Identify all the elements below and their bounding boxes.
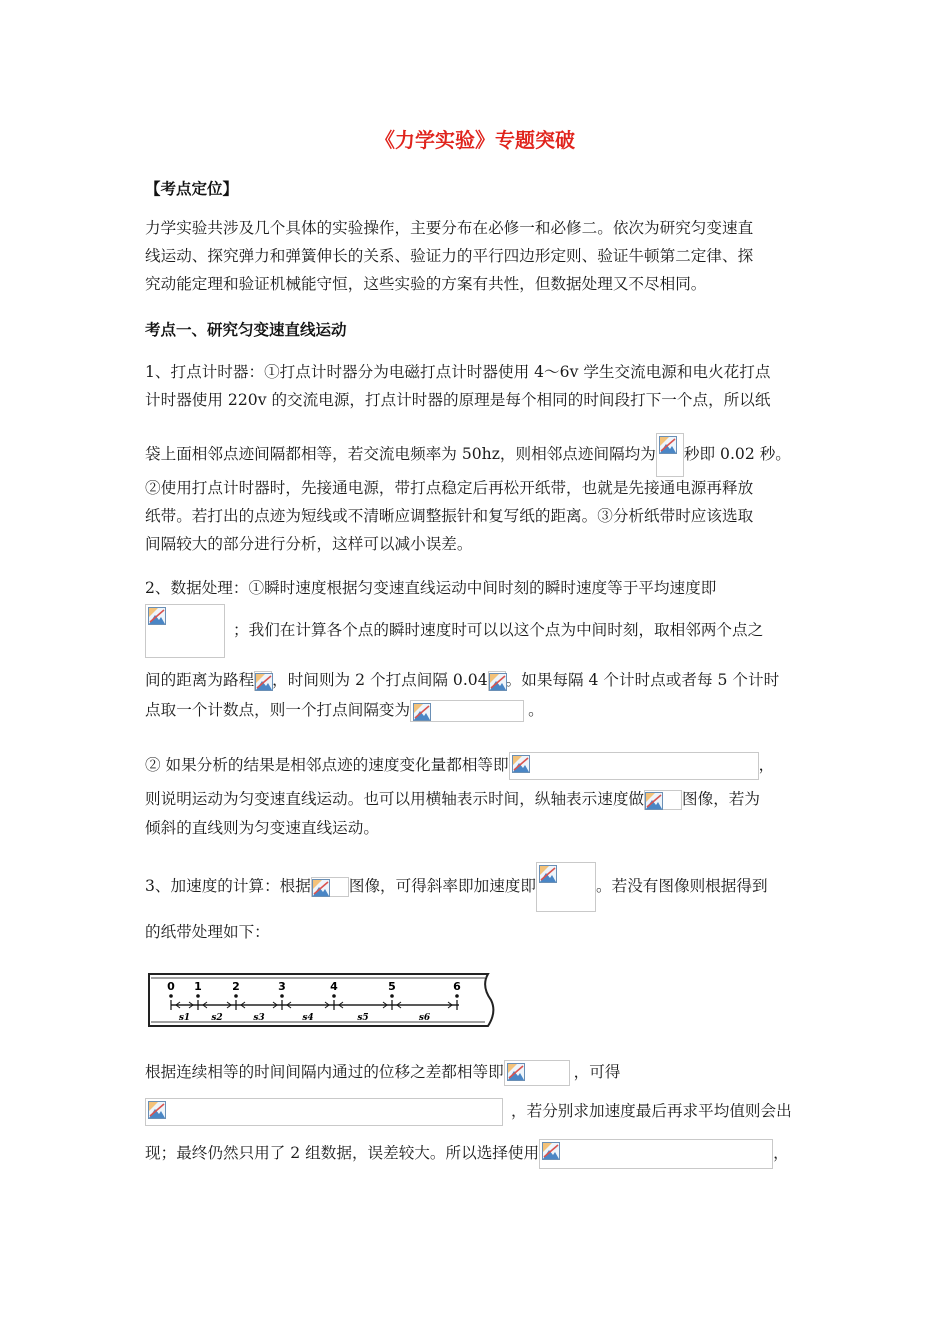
formula-image [410, 700, 524, 722]
tape-dot [455, 994, 459, 998]
tape-segment-label: s3 [253, 1013, 265, 1023]
formula-image [504, 1060, 570, 1086]
tape-point-label: 0 [167, 980, 175, 993]
p1-line-3-text-b: 秒即 0.02 秒。 [683, 445, 791, 463]
paper-tape-diagram [145, 968, 497, 1032]
p2-line-2 [145, 604, 763, 658]
p2-line-3-text-b: ，时间则为 2 个打点间隔 0.04 [272, 671, 488, 689]
p3-line-5 [145, 1139, 789, 1169]
topic-heading: 考点一、研究匀变速直线运动 [145, 321, 347, 339]
tape-dot [196, 994, 200, 998]
p2-line-4 [145, 700, 544, 722]
broken-image-icon [659, 436, 677, 454]
p3-line-3 [145, 1060, 620, 1086]
p3-line-1-text-a: 3、加速度的计算：根据 [145, 877, 311, 895]
formula-image [656, 433, 684, 477]
tape-point-label: 5 [388, 980, 396, 993]
p3-line-2: 的纸带处理如下： [145, 923, 270, 941]
tape-point-label: 1 [194, 980, 202, 993]
p2-line-5 [145, 752, 774, 780]
tape-dot [390, 994, 394, 998]
p2-line-6-text-a: 则说明运动为匀变速直线运动。也可以用横轴表示时间，纵轴表示速度做 [145, 790, 645, 808]
broken-image-icon [148, 607, 166, 625]
formula-image [539, 1139, 773, 1169]
p3-line-1 [145, 862, 768, 912]
intro-line-2: 线运动、探究弹力和弹簧伸长的关系、验证力的平行四边形定则、验证牛顿第二定律、探 [145, 247, 754, 265]
intro-line-3: 究动能定理和验证机械能守恒，这些实验的方案有共性，但数据处理又不尽相同。 [145, 275, 707, 293]
tape-point-label: 4 [330, 980, 338, 993]
p3-line-5-text-b: ， [773, 1144, 789, 1162]
p3-line-1-text-c: 。若没有图像则根据得到 [596, 877, 768, 895]
broken-image-icon [413, 703, 431, 721]
p1-line-2: 计时器使用 220v 的交流电源，打点计时器的原理是每个相同的时间段打下一个点，所以纸 [145, 391, 771, 409]
formula-image [644, 790, 682, 810]
section-heading-position: 【考点定位】 [145, 180, 239, 198]
p1-line-6: 间隔较大的部分进行分析，这样可以减小误差。 [145, 535, 473, 553]
p2-line-3-text-a: 间的距离为路程 [145, 671, 255, 689]
p2-line-6-text-b: 图像，若为 [682, 790, 760, 808]
broken-image-icon [645, 792, 663, 810]
p2-line-4-text-a: 点取一个计数点，则一个打点间隔变为 [145, 701, 411, 719]
p2-line-3 [145, 670, 779, 691]
broken-image-icon [148, 1101, 166, 1119]
p1-line-1: 1、打点计时器：①打点计时器分为电磁打点计时器使用 4～6v 学生交流电源和电火花打点 [145, 363, 771, 381]
p3-line-1-text-b: 图像，可得斜率即加速度即 [348, 877, 536, 895]
broken-image-icon [512, 755, 530, 773]
p1-line-4: ②使用打点计时器时，先接通电源，带打点稳定后再松开纸带，也就是先接通电源再释放 [145, 479, 754, 497]
p3-line-3-text-a: 根据连续相等的时间间隔内通过的位移之差都相等即 [145, 1063, 504, 1081]
formula-image [536, 862, 596, 912]
p2-line-3-text-c: 。如果每隔 4 个计时点或者每 5 个计时 [505, 671, 780, 689]
tape-segment-label: s5 [357, 1013, 369, 1023]
p3-line-3-text-b: ，可得 [573, 1063, 621, 1081]
p2-line-2-text: ；我们在计算各个点的瞬时速度时可以以这个点为中间时刻，取相邻两个点之 [233, 621, 764, 639]
tape-dot [234, 994, 238, 998]
broken-image-icon [542, 1142, 560, 1160]
broken-image-icon [255, 673, 273, 691]
p3-line-5-text-a: 现；最终仍然只用了 2 组数据，误差较大。所以选择使用 [145, 1144, 540, 1162]
formula-image [145, 604, 225, 658]
p2-line-5-text-a: ② 如果分析的结果是相邻点迹的速度变化量都相等即 [145, 756, 509, 774]
tape-dot [169, 994, 173, 998]
tape-dot [332, 994, 336, 998]
tape-point-label: 3 [278, 980, 286, 993]
formula-image [311, 877, 349, 897]
p1-line-5: 纸带。若打出的点迹为短线或不清晰应调整振针和复写纸的距离。③分析纸带时应该选取 [145, 507, 754, 525]
tape-segment-label: s4 [302, 1013, 314, 1023]
p2-line-7: 倾斜的直线则为匀变速直线运动。 [145, 819, 379, 837]
p2-line-1: 2、数据处理：①瞬时速度根据匀变速直线运动中间时刻的瞬时速度等于平均速度即 [145, 579, 717, 597]
formula-image [488, 671, 506, 691]
p2-line-5-text-b: ， [758, 756, 775, 774]
tape-segment-label: s2 [211, 1013, 223, 1023]
p3-line-4 [145, 1098, 792, 1126]
tape-dot [280, 994, 284, 998]
formula-image [254, 671, 272, 691]
tape-point-label: 6 [453, 980, 461, 993]
tape-segment-label: s1 [178, 1013, 191, 1023]
p1-line-3 [145, 433, 791, 477]
page-title: 《力学实验》专题突破 [375, 128, 575, 152]
tape-segment-label: s6 [418, 1013, 431, 1023]
broken-image-icon [507, 1063, 525, 1081]
broken-image-icon [539, 865, 557, 883]
p3-line-4-text: ，若分别求加速度最后再求平均值则会出 [511, 1102, 792, 1120]
broken-image-icon [312, 879, 330, 897]
broken-image-icon [489, 673, 507, 691]
p2-line-6 [145, 789, 760, 810]
tape-point-label: 2 [232, 980, 240, 993]
formula-image [509, 752, 759, 780]
p2-line-4-text-b: 。 [528, 701, 544, 719]
p1-line-3-text-a: 袋上面相邻点迹间隔都相等，若交流电频率为 50hz，则相邻点迹间隔均为 [145, 445, 656, 463]
intro-line-1: 力学实验共涉及几个具体的实验操作，主要分布在必修一和必修二。依次为研究匀变速直 [145, 219, 754, 237]
formula-image [145, 1098, 503, 1126]
